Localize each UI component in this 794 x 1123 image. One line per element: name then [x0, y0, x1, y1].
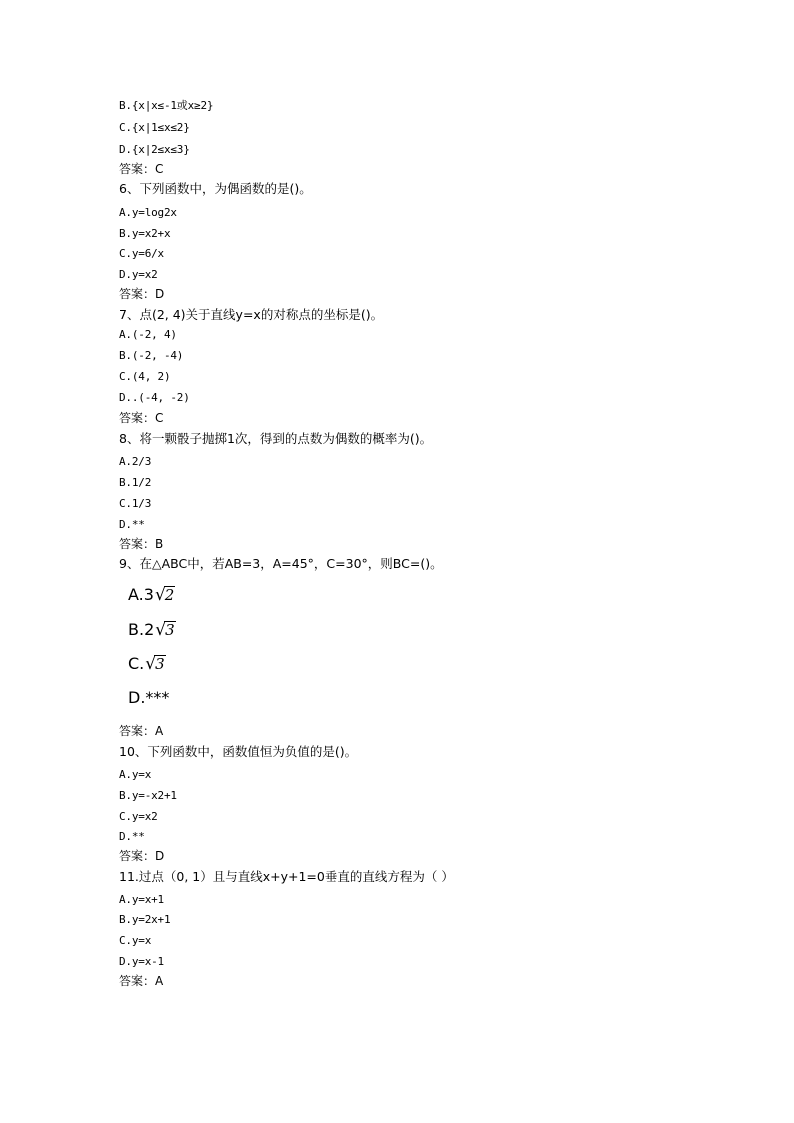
q7-answer: 答案：C — [119, 411, 164, 425]
q9-option-a — [128, 585, 175, 605]
q11-question: 11.过点（0, 1）且与直线x+y+1=0垂直的直线方程为（ ） — [119, 869, 454, 884]
q11-option-d: D.y=x-1 — [119, 955, 164, 968]
radicand: 3 — [165, 621, 175, 639]
q6-answer: 答案：D — [119, 287, 165, 301]
q7-option-b: B.(-2, -4) — [119, 349, 184, 362]
q7-option-d: D..(-4, -2) — [119, 391, 190, 404]
q9-option-c-label: C. — [128, 654, 145, 673]
q11-answer: 答案：A — [119, 974, 164, 988]
q8-option-c: C.1/3 — [119, 497, 152, 510]
q8-option-b: B.1/2 — [119, 476, 152, 489]
q9-option-a-label: A.3 — [128, 585, 154, 604]
square-root: √2 — [154, 585, 175, 605]
q11-option-c: C.y=x — [119, 934, 152, 947]
q9-option-d — [128, 688, 169, 708]
radicand: 2 — [164, 586, 175, 604]
q7-question: 7、点(2, 4)关于直线y=x的对称点的坐标是()。 — [119, 307, 384, 322]
radicand: 3 — [155, 655, 165, 673]
q6-option-d: D.y=x2 — [119, 268, 158, 281]
q5-answer: 答案：C — [119, 162, 164, 176]
q6-option-a: A.y=log2x — [119, 206, 177, 219]
q9-option-b-label: B.2 — [128, 620, 155, 639]
q9-option-c — [128, 654, 166, 674]
q10-option-b: B.y=-x2+1 — [119, 789, 177, 802]
q8-option-a: A.2/3 — [119, 455, 152, 468]
q10-question: 10、下列函数中，函数值恒为负值的是()。 — [119, 744, 358, 759]
q8-question: 8、将一颗骰子抛掷1次，得到的点数为偶数的概率为()。 — [119, 431, 433, 446]
square-root: √3 — [155, 620, 175, 640]
q10-answer: 答案：D — [119, 849, 165, 863]
q9-option-b — [128, 620, 176, 640]
q5-option-b: B.{x|x≤-1或x≥2} — [119, 99, 214, 112]
q8-option-d: D.** — [119, 518, 145, 531]
q6-question: 6、下列函数中，为偶函数的是()。 — [119, 181, 312, 196]
q5-option-d: D.{x|2≤x≤3} — [119, 143, 190, 156]
q7-option-c: C.(4, 2) — [119, 370, 171, 383]
q7-option-a: A.(-2, 4) — [119, 328, 177, 341]
q6-option-c: C.y=6/x — [119, 247, 164, 260]
q6-option-b: B.y=x2+x — [119, 227, 171, 240]
q11-option-a: A.y=x+1 — [119, 893, 164, 906]
square-root: √3 — [145, 654, 165, 674]
q8-answer: 答案：B — [119, 537, 164, 551]
q10-option-a: A.y=x — [119, 768, 152, 781]
q11-option-b: B.y=2x+1 — [119, 913, 171, 926]
q5-option-c: C.{x|1≤x≤2} — [119, 121, 190, 134]
q9-option-d-label: D.*** — [128, 688, 170, 707]
q9-answer: 答案：A — [119, 724, 164, 738]
q10-option-c: C.y=x2 — [119, 810, 158, 823]
q10-option-d: D.** — [119, 830, 145, 843]
q9-question: 9、在△ABC中，若AB=3，A=45°，C=30°，则BC=()。 — [119, 556, 443, 571]
